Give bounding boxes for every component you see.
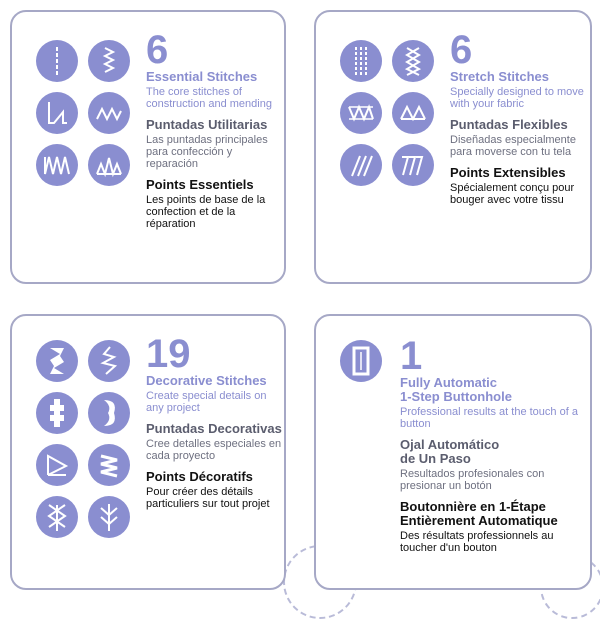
french-description: Des résultats professionnels au toucher d'un bouton <box>400 530 554 554</box>
straight-stitch-icon <box>36 40 78 82</box>
spanish-title: Puntadas Flexibles <box>450 117 568 132</box>
stretch-stitches-card <box>314 10 592 284</box>
english-title: Decorative Stitches <box>146 373 267 388</box>
spanish-title: Puntadas Utilitarias <box>146 117 268 132</box>
essential-text <box>146 28 284 230</box>
slant-stretch-stitch-icon <box>392 144 434 186</box>
stretch-blind-hem-stitch-icon <box>340 144 382 186</box>
stitch-count: 6 <box>450 28 473 72</box>
shell-tuck-stitch-icon <box>36 144 78 186</box>
stitch-count: 6 <box>146 28 169 72</box>
blind-hem-stitch-icon <box>36 92 78 134</box>
cross-decorative-stitch-icon <box>36 496 78 538</box>
triple-straight-stitch-icon <box>340 40 382 82</box>
french-title-line-2: Entièrement Automatique <box>400 513 558 528</box>
spanish-description: Las puntadas principales para confección y reparación <box>146 134 268 170</box>
spanish-description: Cree detalles especiales en cada proyecto <box>146 438 282 462</box>
scallop-decorative-stitch-icon <box>88 392 130 434</box>
french-title: Points Décoratifs <box>146 469 253 484</box>
rick-rack-stitch-icon <box>340 92 382 134</box>
step-decorative-stitch-icon <box>36 392 78 434</box>
ribbon-decorative-stitch-icon <box>88 444 130 486</box>
french-description: Les points de base de la confection et de la réparation <box>146 194 266 230</box>
satin-decorative-stitch-icon <box>36 340 78 382</box>
english-title: Stretch Stitches <box>450 69 549 84</box>
english-description: The core stitches of construction and mending <box>146 86 272 110</box>
zigzag-stitch-icon <box>88 40 130 82</box>
french-title: Points Essentiels <box>146 177 254 192</box>
cross-stitch-icon <box>392 40 434 82</box>
spanish-description: Diseñadas especialmente para moverse con tu tela <box>450 134 576 158</box>
wave-decorative-stitch-icon <box>36 444 78 486</box>
english-title-line-2: 1-Step Buttonhole <box>400 389 512 404</box>
french-title: Points Extensibles <box>450 165 566 180</box>
three-step-zigzag-stitch-icon <box>88 92 130 134</box>
decorative-stitches-card <box>10 314 286 590</box>
stretch-text <box>450 28 590 206</box>
english-title: Essential Stitches <box>146 69 258 84</box>
english-description: Specially designed to move with your fabric <box>450 86 584 110</box>
english-title-line-1: Fully Automatic <box>400 375 498 390</box>
arrow-decorative-stitch-icon <box>88 340 130 382</box>
feature-count: 1 <box>400 334 423 378</box>
stitch-count: 19 <box>146 332 191 376</box>
feather-decorative-stitch-icon <box>88 496 130 538</box>
spanish-description: Resultados profesionales con presionar un botón <box>400 468 545 492</box>
spanish-title: Puntadas Decorativas <box>146 421 282 436</box>
spanish-title-line-1: Ojal Automático <box>400 437 500 452</box>
spanish-title-line-2: de Un Paso <box>400 451 471 466</box>
english-description: Create special details on any project <box>146 390 267 414</box>
buttonhole-text <box>400 334 588 554</box>
buttonhole-card <box>314 314 592 590</box>
essential-stitches-card <box>10 10 286 284</box>
overcast-stitch-icon <box>88 144 130 186</box>
buttonhole-icon <box>340 340 382 382</box>
french-description: Pour créer des détails particuliers sur tout projet <box>146 486 270 510</box>
french-description: Spécialement conçu pour bouger avec votre tissu <box>450 182 575 206</box>
french-title-line-1: Boutonnière en 1-Étape <box>400 499 546 514</box>
english-description: Professional results at the touch of a button <box>400 406 578 430</box>
stretch-zigzag-stitch-icon <box>392 92 434 134</box>
decorative-text <box>146 332 284 510</box>
